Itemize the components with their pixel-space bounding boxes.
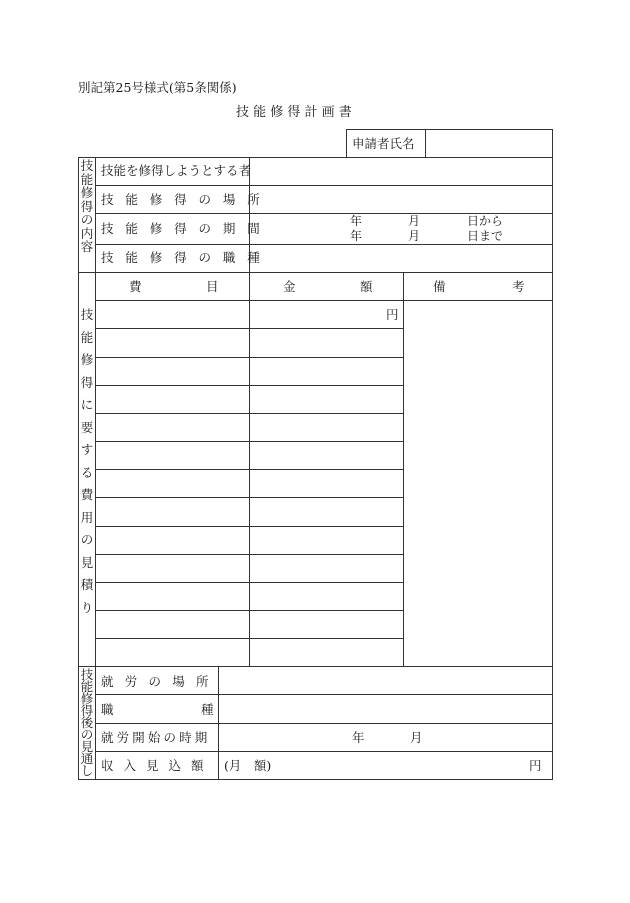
- header-item-char-2: 目: [206, 279, 219, 294]
- row-label-place: 技能修得の場所: [101, 192, 272, 207]
- header-remarks-char-1: 備: [433, 279, 446, 294]
- row-label-start-time: 就労開始の時期: [101, 730, 211, 745]
- period-to-day: 日まで: [467, 229, 504, 243]
- period-to-month: 月: [408, 229, 421, 243]
- start-year: 年: [352, 730, 365, 745]
- currency-unit: 円: [386, 307, 399, 322]
- period-from-day: 日から: [467, 214, 504, 228]
- section1-side-label: 技 能 修 得 の 内 容: [80, 158, 94, 254]
- income-unit: 円: [529, 758, 542, 773]
- header-amount: [250, 273, 403, 300]
- occupation-char-1: 職: [101, 702, 114, 717]
- applicant-name-label: 申請者氏名: [352, 136, 415, 151]
- start-month: 月: [410, 730, 423, 745]
- period-to-year: 年: [350, 229, 363, 243]
- row-label-income: 収入見込額: [101, 758, 214, 773]
- applicant-name-field[interactable]: [426, 130, 552, 157]
- header-amount-char-1: 金: [283, 279, 296, 294]
- income-prefix: (月 額): [224, 758, 272, 773]
- remarks-field[interactable]: [404, 301, 552, 666]
- place-field[interactable]: [250, 186, 552, 213]
- row-label-job-type: 技能修得の職種: [101, 250, 272, 265]
- occupation-field[interactable]: [219, 695, 552, 723]
- row-label-work-place: 就労の場所: [101, 674, 220, 689]
- form-number: 別記第25号様式(第5条関係): [78, 80, 237, 95]
- section3-side-label: 技 能 修 得 後 の 見 通 し: [80, 667, 94, 778]
- period-from-month: 月: [408, 214, 421, 228]
- header-amount-char-2: 額: [360, 279, 373, 294]
- period-from-year: 年: [350, 214, 363, 228]
- form-title: 技 能 修 得 計 画 書: [236, 105, 352, 120]
- job-type-field[interactable]: [250, 245, 552, 272]
- header-remarks-char-2: 考: [512, 279, 525, 294]
- occupation-char-2: 種: [201, 702, 214, 717]
- row-label-occupation: [96, 695, 218, 723]
- work-place-field[interactable]: [219, 667, 552, 694]
- header-item-char-1: 費: [129, 279, 142, 294]
- row-label-person: 技能を修得しようとする者: [101, 163, 252, 178]
- row-label-period: 技能修得の期間: [101, 221, 272, 236]
- person-field[interactable]: [250, 158, 552, 185]
- header-remarks: [404, 273, 552, 300]
- header-item: [96, 273, 249, 300]
- section2-side-label: 技 能 修 得 に 要 す る 費 用 の 見 積 り: [80, 307, 94, 615]
